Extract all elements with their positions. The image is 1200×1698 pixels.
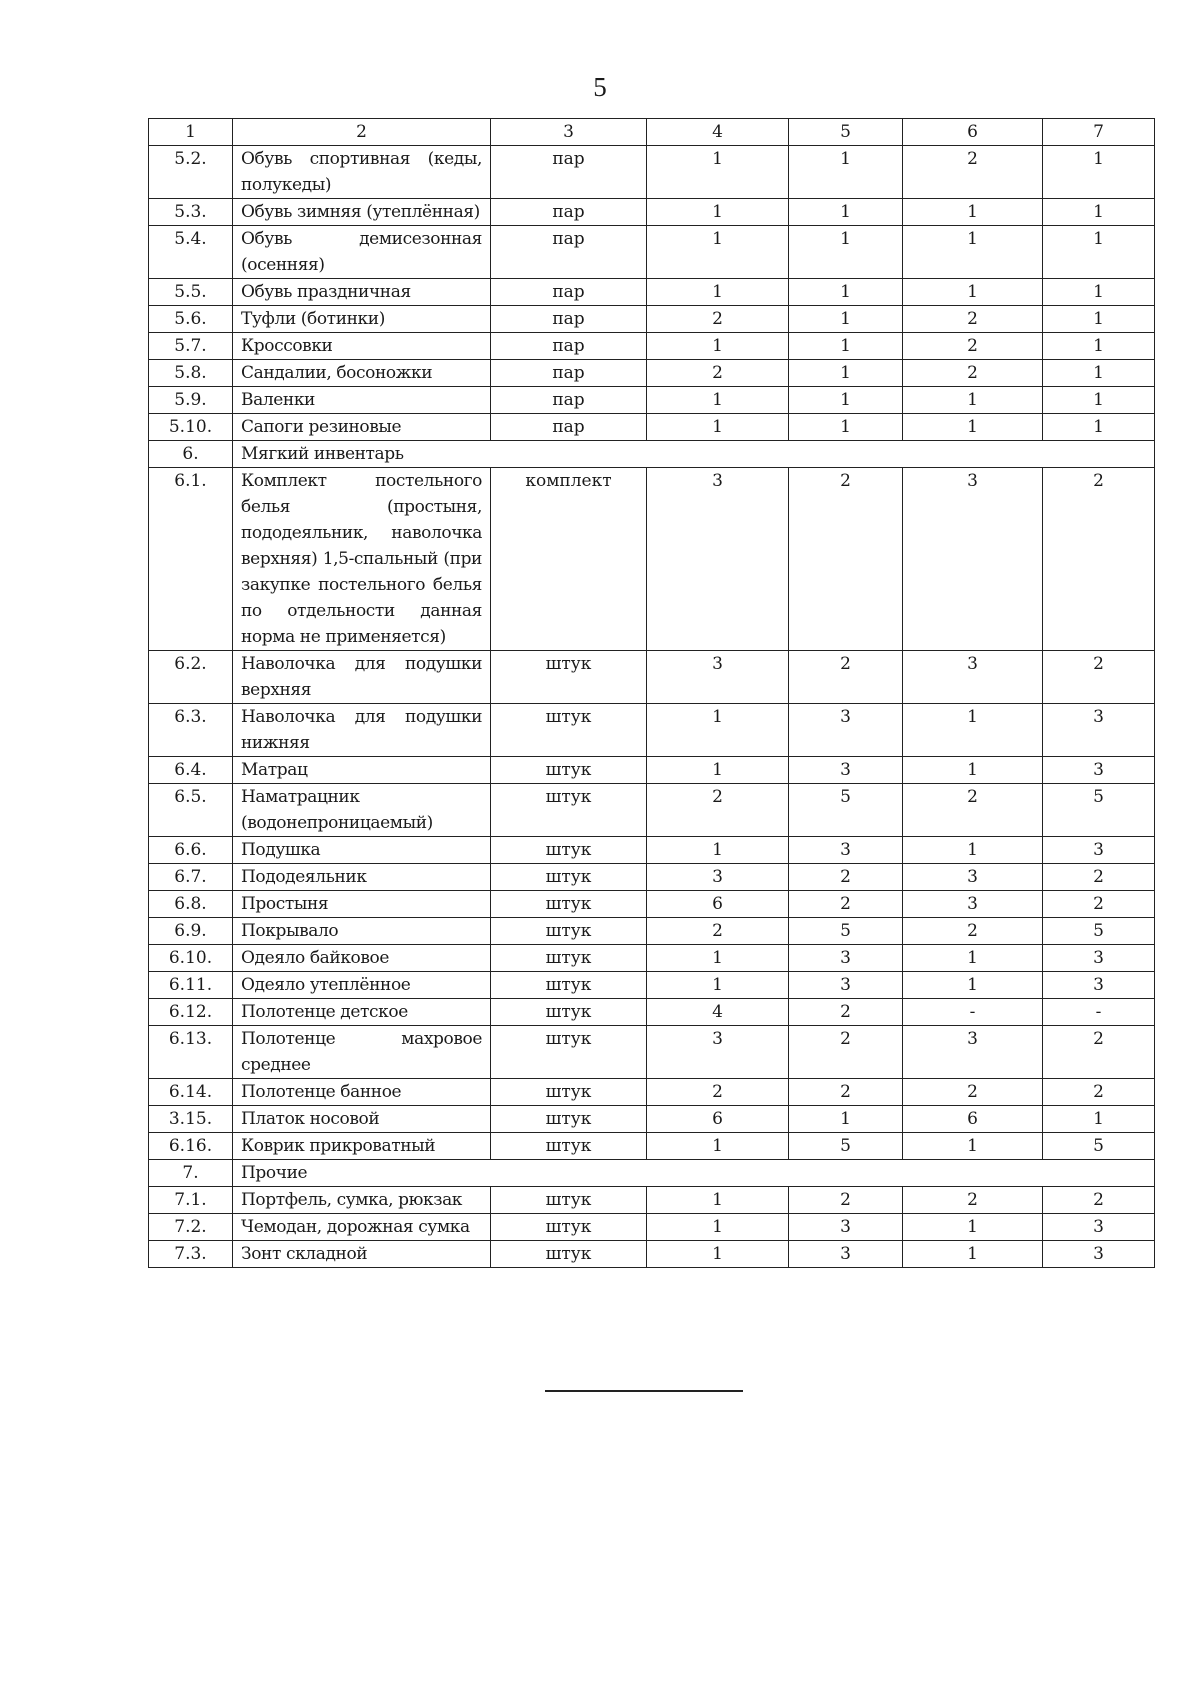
value-col-7: 1 (1043, 333, 1155, 360)
table-row (149, 387, 1155, 414)
value-col-7: 2 (1043, 1187, 1155, 1214)
value-col-6: 2 (903, 306, 1043, 333)
value-col-5: 1 (789, 387, 903, 414)
value-col-4: 1 (647, 837, 789, 864)
item-unit: пар (491, 414, 647, 441)
item-name: Платок носовой (233, 1106, 491, 1133)
table-row (149, 864, 1155, 891)
value-col-4: 3 (647, 651, 789, 704)
value-col-5: 3 (789, 945, 903, 972)
column-number: 7 (1043, 119, 1155, 146)
value-col-5: 2 (789, 999, 903, 1026)
value-col-4: 4 (647, 999, 789, 1026)
item-name: Туфли (ботинки) (233, 306, 491, 333)
value-col-7: 3 (1043, 945, 1155, 972)
table-row (149, 918, 1155, 945)
item-name: Коврик прикроватный (233, 1133, 491, 1160)
item-unit: пар (491, 387, 647, 414)
item-number: 6.12. (149, 999, 233, 1026)
value-col-5: 3 (789, 704, 903, 757)
column-number: 5 (789, 119, 903, 146)
value-col-4: 1 (647, 757, 789, 784)
value-col-4: 1 (647, 1133, 789, 1160)
item-number: 6.10. (149, 945, 233, 972)
value-col-6: 1 (903, 279, 1043, 306)
table-row (149, 146, 1155, 199)
item-name: Простыня (233, 891, 491, 918)
value-col-4: 3 (647, 1026, 789, 1079)
item-name: Покрывало (233, 918, 491, 945)
value-col-6: 2 (903, 1079, 1043, 1106)
table-row (149, 1214, 1155, 1241)
value-col-6: 1 (903, 414, 1043, 441)
table-row (149, 945, 1155, 972)
table-row (149, 972, 1155, 999)
value-col-7: 3 (1043, 1214, 1155, 1241)
item-unit: штук (491, 945, 647, 972)
value-col-5: 2 (789, 864, 903, 891)
value-col-5: 3 (789, 1214, 903, 1241)
value-col-4: 3 (647, 468, 789, 651)
item-unit: штук (491, 1106, 647, 1133)
value-col-4: 1 (647, 704, 789, 757)
value-col-6: 6 (903, 1106, 1043, 1133)
item-unit: штук (491, 837, 647, 864)
value-col-4: 2 (647, 360, 789, 387)
value-col-4: 6 (647, 891, 789, 918)
table-row (149, 999, 1155, 1026)
item-unit: штук (491, 864, 647, 891)
section-number: 7. (149, 1160, 233, 1187)
value-col-7: 1 (1043, 226, 1155, 279)
item-name: Полотенце банное (233, 1079, 491, 1106)
value-col-4: 1 (647, 1187, 789, 1214)
value-col-7: 2 (1043, 468, 1155, 651)
item-name: Наматрацник (водонепроницаемый) (233, 784, 491, 837)
table-row (149, 306, 1155, 333)
value-col-7: 1 (1043, 146, 1155, 199)
value-col-5: 1 (789, 1106, 903, 1133)
section-title: Мягкий инвентарь (233, 441, 1155, 468)
item-number: 5.10. (149, 414, 233, 441)
table-row (149, 360, 1155, 387)
value-col-4: 2 (647, 306, 789, 333)
table-row (149, 414, 1155, 441)
value-col-5: 1 (789, 333, 903, 360)
value-col-5: 2 (789, 891, 903, 918)
value-col-7: 3 (1043, 757, 1155, 784)
column-number-row (149, 119, 1155, 146)
section-number: 6. (149, 441, 233, 468)
value-col-7: - (1043, 999, 1155, 1026)
table-row (149, 333, 1155, 360)
item-unit: пар (491, 333, 647, 360)
value-col-5: 1 (789, 146, 903, 199)
item-name: Обувь праздничная (233, 279, 491, 306)
item-unit: штук (491, 1214, 647, 1241)
value-col-6: 2 (903, 1187, 1043, 1214)
section-title: Прочие (233, 1160, 1155, 1187)
table-row (149, 784, 1155, 837)
value-col-5: 1 (789, 226, 903, 279)
item-name: Обувь зимняя (утеплённая) (233, 199, 491, 226)
item-unit: пар (491, 279, 647, 306)
value-col-4: 1 (647, 1214, 789, 1241)
value-col-7: 1 (1043, 199, 1155, 226)
item-unit: пар (491, 306, 647, 333)
table-row (149, 199, 1155, 226)
table-row (149, 704, 1155, 757)
item-unit: штук (491, 972, 647, 999)
item-unit: пар (491, 146, 647, 199)
item-number: 7.2. (149, 1214, 233, 1241)
value-col-6: 3 (903, 891, 1043, 918)
item-unit: штук (491, 999, 647, 1026)
value-col-6: 3 (903, 864, 1043, 891)
value-col-7: 5 (1043, 1133, 1155, 1160)
item-name: Валенки (233, 387, 491, 414)
item-unit: штук (491, 1026, 647, 1079)
norms-table (148, 118, 1155, 1268)
value-col-6: 1 (903, 1214, 1043, 1241)
item-name: Обувь демисезонная (осенняя) (233, 226, 491, 279)
value-col-4: 1 (647, 226, 789, 279)
value-col-7: 5 (1043, 784, 1155, 837)
column-number: 1 (149, 119, 233, 146)
section-row (149, 441, 1155, 468)
value-col-4: 1 (647, 146, 789, 199)
item-number: 5.5. (149, 279, 233, 306)
value-col-6: 1 (903, 945, 1043, 972)
item-name: Обувь спортивная (кеды, полукеды) (233, 146, 491, 199)
item-unit: штук (491, 757, 647, 784)
item-unit: штук (491, 704, 647, 757)
value-col-5: 1 (789, 199, 903, 226)
item-name: Пододеяльник (233, 864, 491, 891)
value-col-6: 1 (903, 757, 1043, 784)
table-row (149, 226, 1155, 279)
item-name: Портфель, сумка, рюкзак (233, 1187, 491, 1214)
item-unit: штук (491, 1133, 647, 1160)
item-number: 6.3. (149, 704, 233, 757)
column-number: 4 (647, 119, 789, 146)
value-col-7: 2 (1043, 651, 1155, 704)
value-col-5: 2 (789, 468, 903, 651)
item-number: 5.2. (149, 146, 233, 199)
item-number: 6.2. (149, 651, 233, 704)
value-col-5: 2 (789, 1079, 903, 1106)
item-unit: пар (491, 360, 647, 387)
item-number: 5.4. (149, 226, 233, 279)
value-col-7: 3 (1043, 972, 1155, 999)
item-number: 5.9. (149, 387, 233, 414)
item-number: 6.6. (149, 837, 233, 864)
value-col-5: 1 (789, 360, 903, 387)
value-col-5: 1 (789, 414, 903, 441)
value-col-5: 3 (789, 1241, 903, 1268)
value-col-5: 5 (789, 918, 903, 945)
item-name: Матрац (233, 757, 491, 784)
item-number: 7.1. (149, 1187, 233, 1214)
value-col-4: 6 (647, 1106, 789, 1133)
item-number: 6.13. (149, 1026, 233, 1079)
value-col-7: 3 (1043, 1241, 1155, 1268)
item-name: Сандалии, босоножки (233, 360, 491, 387)
item-name: Полотенце махровое среднее (233, 1026, 491, 1079)
item-name: Одеяло утеплённое (233, 972, 491, 999)
value-col-4: 1 (647, 972, 789, 999)
value-col-6: 1 (903, 199, 1043, 226)
item-unit: штук (491, 1187, 647, 1214)
end-of-document-rule (545, 1390, 743, 1392)
value-col-7: 5 (1043, 918, 1155, 945)
value-col-5: 1 (789, 306, 903, 333)
item-name: Подушка (233, 837, 491, 864)
value-col-6: 1 (903, 226, 1043, 279)
value-col-6: 1 (903, 837, 1043, 864)
item-number: 6.1. (149, 468, 233, 651)
value-col-7: 1 (1043, 360, 1155, 387)
value-col-7: 1 (1043, 414, 1155, 441)
item-unit: штук (491, 891, 647, 918)
item-name: Комплект постельного белья (простыня, пододеяльник, наволочка верхняя) 1,5-спальный (при закупке постельного белья по отдельности данная норма не применяется) (233, 468, 491, 651)
value-col-4: 1 (647, 414, 789, 441)
value-col-5: 3 (789, 837, 903, 864)
item-unit: пар (491, 226, 647, 279)
table-row (149, 837, 1155, 864)
item-name: Чемодан, дорожная сумка (233, 1214, 491, 1241)
value-col-7: 1 (1043, 1106, 1155, 1133)
value-col-7: 2 (1043, 864, 1155, 891)
item-unit: штук (491, 1079, 647, 1106)
value-col-7: 2 (1043, 1079, 1155, 1106)
item-unit: штук (491, 918, 647, 945)
value-col-5: 5 (789, 1133, 903, 1160)
value-col-6: 3 (903, 651, 1043, 704)
item-number: 6.4. (149, 757, 233, 784)
column-number: 2 (233, 119, 491, 146)
item-number: 5.7. (149, 333, 233, 360)
value-col-6: 1 (903, 387, 1043, 414)
value-col-7: 3 (1043, 837, 1155, 864)
table-row (149, 1241, 1155, 1268)
page-number: 5 (593, 72, 607, 102)
table-row (149, 651, 1155, 704)
item-unit: штук (491, 651, 647, 704)
item-name: Наволочка для подушки верхняя (233, 651, 491, 704)
item-name: Кроссовки (233, 333, 491, 360)
item-number: 7.3. (149, 1241, 233, 1268)
value-col-5: 3 (789, 757, 903, 784)
value-col-6: 2 (903, 360, 1043, 387)
item-name: Одеяло байковое (233, 945, 491, 972)
value-col-6: 2 (903, 784, 1043, 837)
value-col-7: 1 (1043, 387, 1155, 414)
value-col-5: 5 (789, 784, 903, 837)
value-col-4: 1 (647, 333, 789, 360)
table-row (149, 1079, 1155, 1106)
item-number: 6.9. (149, 918, 233, 945)
value-col-7: 2 (1043, 1026, 1155, 1079)
value-col-5: 2 (789, 1026, 903, 1079)
item-number: 6.11. (149, 972, 233, 999)
value-col-4: 1 (647, 199, 789, 226)
column-number: 6 (903, 119, 1043, 146)
value-col-5: 2 (789, 1187, 903, 1214)
value-col-4: 2 (647, 918, 789, 945)
item-number: 5.6. (149, 306, 233, 333)
table-row (149, 1187, 1155, 1214)
value-col-6: 2 (903, 918, 1043, 945)
item-number: 6.16. (149, 1133, 233, 1160)
value-col-6: 1 (903, 704, 1043, 757)
item-number: 5.3. (149, 199, 233, 226)
section-row (149, 1160, 1155, 1187)
value-col-4: 1 (647, 1241, 789, 1268)
item-name: Полотенце детское (233, 999, 491, 1026)
item-number: 6.14. (149, 1079, 233, 1106)
value-col-5: 1 (789, 279, 903, 306)
value-col-4: 3 (647, 864, 789, 891)
item-unit: пар (491, 199, 647, 226)
value-col-6: 1 (903, 1241, 1043, 1268)
value-col-6: 3 (903, 1026, 1043, 1079)
table-row (149, 1026, 1155, 1079)
item-number: 5.8. (149, 360, 233, 387)
table-row (149, 468, 1155, 651)
value-col-7: 3 (1043, 704, 1155, 757)
value-col-4: 1 (647, 945, 789, 972)
table-row (149, 757, 1155, 784)
value-col-6: 2 (903, 333, 1043, 360)
item-number: 3.15. (149, 1106, 233, 1133)
item-name: Зонт складной (233, 1241, 491, 1268)
value-col-7: 1 (1043, 306, 1155, 333)
value-col-4: 1 (647, 279, 789, 306)
value-col-6: - (903, 999, 1043, 1026)
item-name: Сапоги резиновые (233, 414, 491, 441)
value-col-4: 1 (647, 387, 789, 414)
value-col-7: 1 (1043, 279, 1155, 306)
value-col-5: 2 (789, 651, 903, 704)
value-col-4: 2 (647, 1079, 789, 1106)
item-unit: штук (491, 1241, 647, 1268)
table-row (149, 1106, 1155, 1133)
value-col-6: 1 (903, 1133, 1043, 1160)
item-unit: штук (491, 784, 647, 837)
table-row (149, 891, 1155, 918)
value-col-6: 3 (903, 468, 1043, 651)
table-row (149, 279, 1155, 306)
item-number: 6.8. (149, 891, 233, 918)
value-col-4: 2 (647, 784, 789, 837)
column-number: 3 (491, 119, 647, 146)
value-col-7: 2 (1043, 891, 1155, 918)
value-col-5: 3 (789, 972, 903, 999)
value-col-6: 1 (903, 972, 1043, 999)
table-row (149, 1133, 1155, 1160)
item-number: 6.5. (149, 784, 233, 837)
value-col-6: 2 (903, 146, 1043, 199)
item-number: 6.7. (149, 864, 233, 891)
item-name: Наволочка для подушки нижняя (233, 704, 491, 757)
item-unit: комплект (491, 468, 647, 651)
